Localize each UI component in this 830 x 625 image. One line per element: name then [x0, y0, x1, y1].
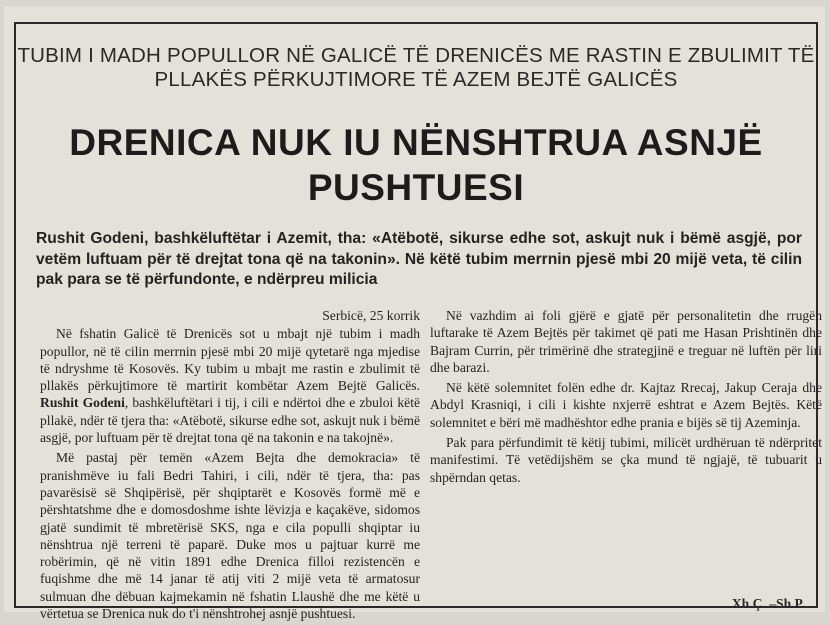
- article-column-right: [430, 307, 822, 489]
- article-frame: [14, 22, 822, 622]
- paragraph-4: Në këtë solemnitet folën edhe dr. Kajtaz Rrecaj, Jakup Ceraja dhe Abdyl Krasniqi, i cili i kishte nxjerrë eshtrat e Azem Bejtës. Këtë solemnitet e bëri më madhështor edhe prania e bijës së tij Azeminja.: [430, 380, 822, 430]
- lead-paragraph: Rushit Godeni, bashkëluftëtar i Azemit, tha: «Atëbotë, sikurse edhe sot, askujt nuk i bëmë asgjë, por vetëm luftuam për të drejtat tona që na takonin». Në këtë tubim merrnin pjesë mbi 20 mijë veta, të cilin pak para se të përfundonte, e ndërpreu milicia: [36, 230, 802, 289]
- kicker-heading: TUBIM I MADH POPULLOR NË GALICË TË DRENICËS ME RASTIN E ZBULIMIT TË PLLAKËS PËRKUJTIMORE TË AZEM BEJTË GALICËS: [17, 44, 815, 91]
- paragraph-1: [40, 325, 420, 446]
- paragraph-2: Më pastaj për temën «Azem Bejta dhe demokracia» të pranishmëve iu fali Bedri Tahiri, i cili, ndër të tjera, tha: pas pavarësisë së Shqipërisë, për shqiptarët e Kosovës formë më e përshtatshme dhe e domosdoshme ishte lëvizja e kaçakëve, sidomos gjatë sundimit të mbretërisë SKS, nga e cila populli shqiptar iu nënshtrua një terreni të paparë. Duke mos u pajtuar kurrë me robërimin, që në vitin 1891 edhe Drenica filloi rezistencën e fuqishme dhe më 14 janar të atij viti 2 mijë veta të armatosur sulmuan dhe dëbuan kajmekamin në fshatin Llaushë dhe me këtë u vërtetua se Drenica nuk do t'i nënshtrohej asnjë pushtuesi.: [40, 450, 420, 622]
- speaker-name: Rushit Godeni: [40, 395, 125, 411]
- article-column-left: [40, 307, 420, 625]
- dateline: Serbicë, 25 korrik: [322, 308, 420, 323]
- newspaper-clipping: [4, 6, 825, 622]
- author-initials: Xh.Ç. –Sh.P.: [731, 596, 805, 611]
- paragraph-5: Pak para përfundimit të këtij tubimi, milicët urdhëruan të ndërpritet manifestimi. Të vetëdijshëm se çka mund të ngjajë, të tubuarit u shpërndan qetas.: [430, 435, 822, 485]
- headline: DRENICA NUK IU NËNSHTRUA ASNJË PUSHTUESI: [69, 122, 763, 208]
- paragraph-1-text-a: Në fshatin Galicë të Drenicës sot u mbajt një tubim i madh popullor, në të cilin merrnin pjesë mbi 20 mijë qytetarë nga mjedise të ndryshme të Kosovës. Ky tubim u mbajt me rastin e zbulimit të pllakës përkujtimore të martirit kombëtar Azem Bejtë Galicës.: [40, 326, 420, 394]
- paragraph-3: Në vazhdim ai foli gjërë e gjatë për personalitetin dhe rrugën luftarake të Azem Bejtës për takimet që pati me Hasan Prishtinën dhe Bajram Currin, për trimërinë dhe strategjinë e treguar në luftën për liri dhe barazi.: [430, 308, 822, 375]
- paragraph-1-text-b: , bashkëluftëtari i tij, i cili e ndërtoi dhe e zbuloi këtë pllakë, ndër të tjera tha: «Atëbotë, sikurse edhe sot, askujt nuk i bëmë asgjë, por luftuam për të drejtat tona që na takonin e na takojnë».: [40, 395, 420, 446]
